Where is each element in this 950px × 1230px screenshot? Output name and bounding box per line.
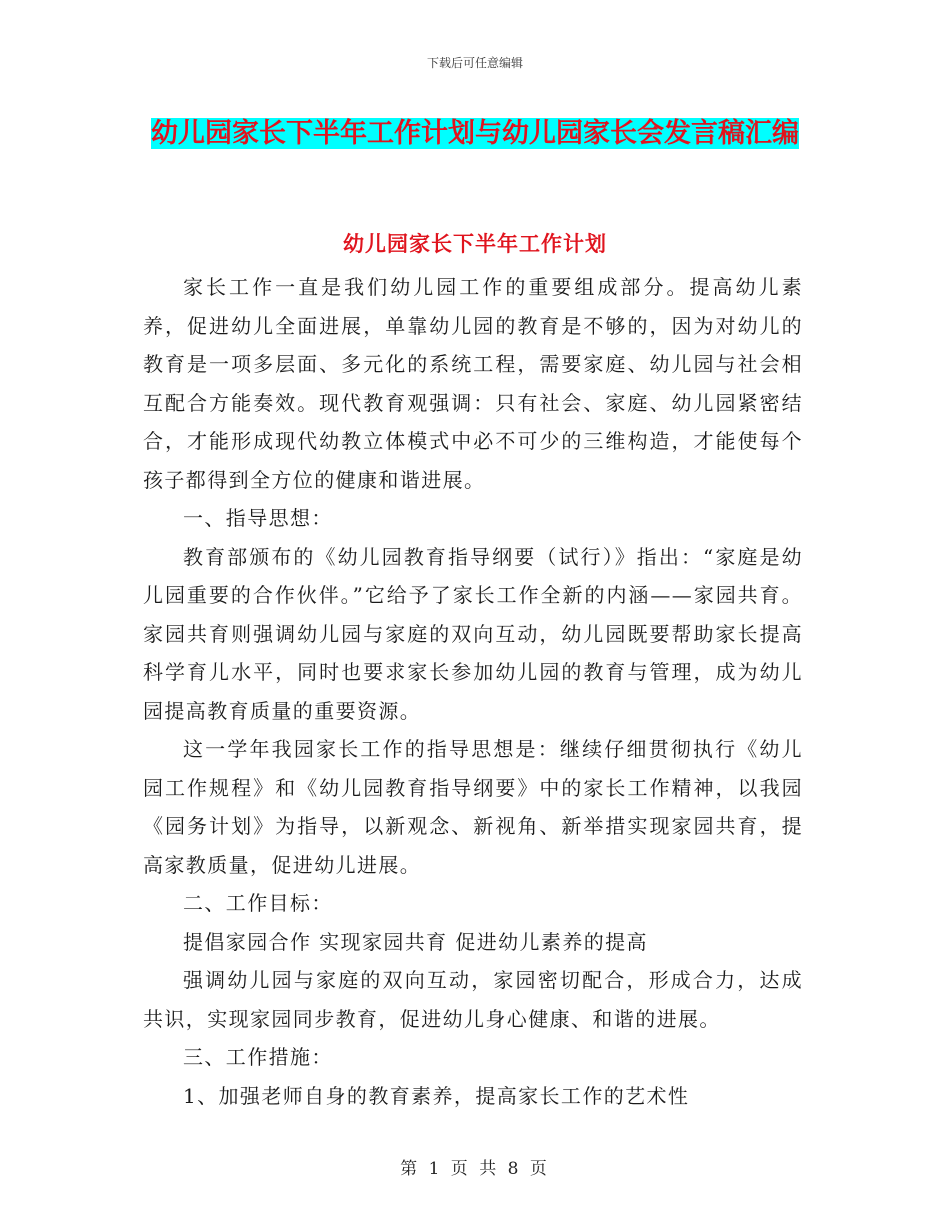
section-heading: 一、指导思想： (183, 506, 333, 530)
paragraph: 这一学年我园家长工作的指导思想是：继续仔细贯彻执行《幼儿园工作规程》和《幼儿园教育指导纲要》中的家长工作精神，以我园《园务计划》为指导，以新观念、新视角、新举措实现家园共育，提高家教质量，促进幼儿进展。 (143, 737, 803, 877)
paragraph: 1、加强老师自身的教育素养，提高家长工作的艺术性 (183, 1083, 690, 1108)
section-heading: 二、工作目标： (183, 891, 333, 915)
section-heading: 三、工作措施： (183, 1045, 333, 1069)
paragraph: 教育部颁布的《幼儿园教育指导纲要（试行）》指出：“家庭是幼儿园重要的合作伙伴。”它给予了家长工作全新的内涵——家园共育。家园共育则强调幼儿园与家庭的双向互动，幼儿园既要帮助家长提高科学育儿水平，同时也要求家长参加幼儿园的教育与管理，成为幼儿园提高教育质量的重要资源。 (143, 544, 803, 723)
paragraph: 强调幼儿园与家庭的双向互动，家园密切配合，形成合力，达成共识，实现家园同步教育，促进幼儿身心健康、和谐的进展。 (143, 968, 803, 1031)
document-title-text: 幼儿园家长下半年工作计划与幼儿园家长会发言稿汇编 (151, 118, 799, 149)
document-body (143, 268, 803, 1115)
document-title (140, 112, 810, 156)
page-footer: 第 1 页 共 8 页 (400, 1159, 550, 1179)
header-note: 下载后可任意编辑 (426, 56, 523, 70)
section-title: 幼儿园家长下半年工作计划 (343, 232, 607, 256)
paragraph: 提倡家园合作 实现家园共育 促进幼儿素养的提高 (183, 929, 648, 954)
paragraph: 家长工作一直是我们幼儿园工作的重要组成部分。提高幼儿素养，促进幼儿全面进展，单靠幼儿园的教育是不够的，因为对幼儿的教育是一项多层面、多元化的系统工程，需要家庭、幼儿园与社会相互配合方能奏效。现代教育观强调：只有社会、家庭、幼儿园紧密结合，才能形成现代幼教立体模式中必不可少的三维构造，才能使每个孩子都得到全方位的健康和谐进展。 (143, 275, 803, 492)
